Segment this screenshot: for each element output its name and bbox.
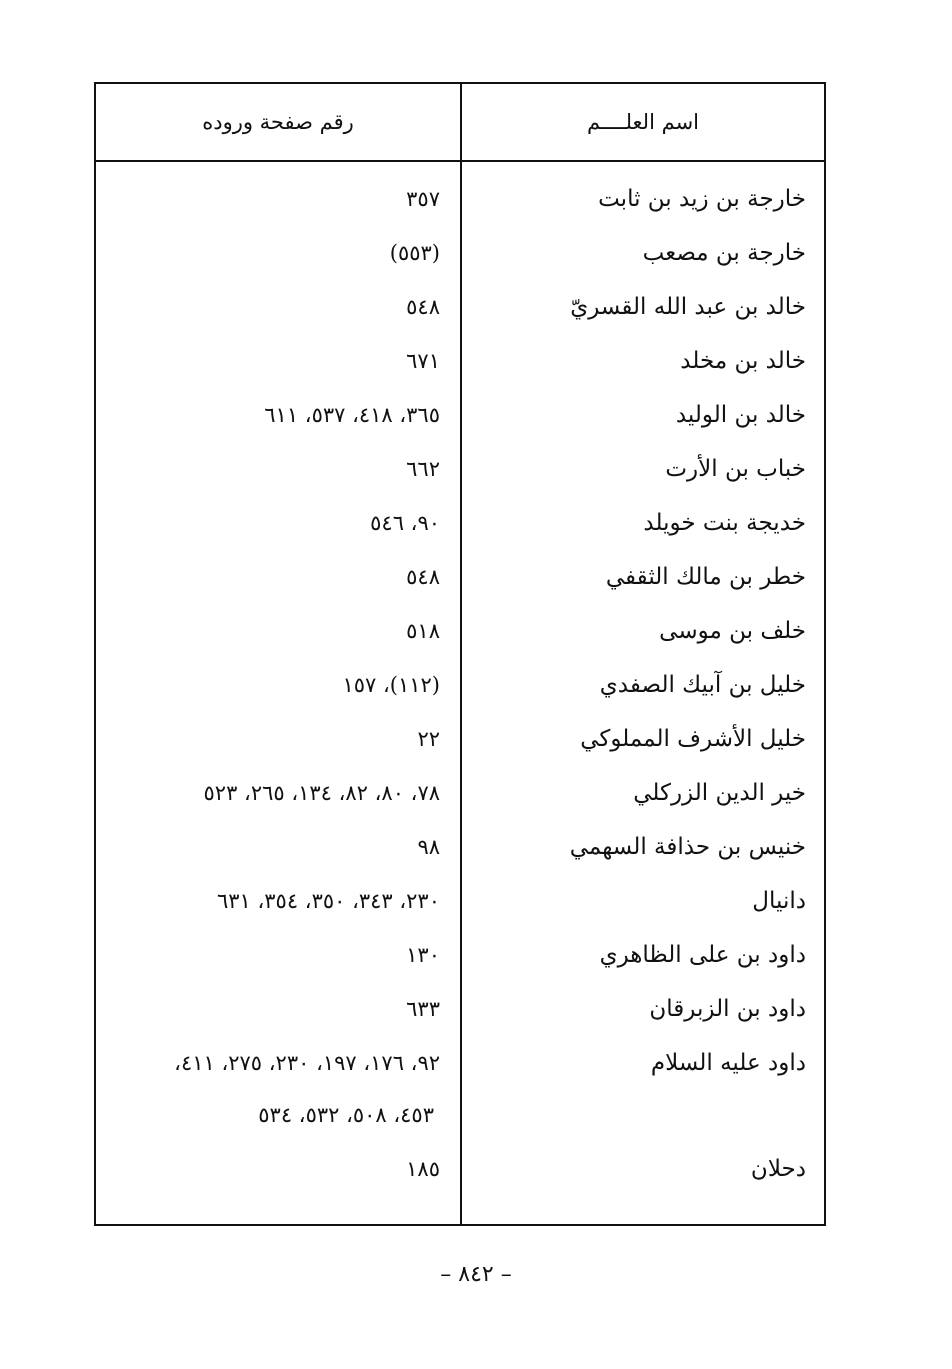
table-row bbox=[96, 496, 824, 550]
entry-name: داود بن على الظاهري bbox=[599, 942, 806, 968]
entry-pages: ٥٤٨ bbox=[406, 565, 440, 589]
table-row bbox=[96, 226, 824, 280]
entry-name: خطر بن مالك الثقفي bbox=[605, 564, 806, 590]
table-row bbox=[96, 928, 824, 982]
table-row bbox=[96, 280, 824, 334]
table-row bbox=[96, 1142, 824, 1196]
table-row bbox=[96, 874, 824, 928]
entry-pages: ٩٨ bbox=[417, 835, 440, 859]
entry-pages: ٦٧١ bbox=[406, 349, 440, 373]
page-number: – ٨٤٢ – bbox=[440, 1262, 512, 1287]
entry-pages: ٦٦٢ bbox=[406, 457, 440, 481]
table-row bbox=[96, 172, 824, 226]
entry-pages: ٣٥٧ bbox=[406, 187, 440, 211]
header-pages: رقم صفحة وروده bbox=[202, 110, 354, 134]
table-row bbox=[96, 766, 824, 820]
index-table bbox=[94, 82, 826, 1226]
header-divider bbox=[96, 160, 824, 162]
entry-pages: ٦٣٣ bbox=[406, 997, 440, 1021]
entry-pages: (٥٥٣) bbox=[389, 241, 440, 265]
entry-pages-continued: ٤٥٣، ٥٠٨، ٥٣٢، ٥٣٤ bbox=[258, 1103, 434, 1127]
entry-name: خالد بن الوليد bbox=[675, 402, 806, 428]
entry-name: خالد بن عبد الله القسريّ bbox=[570, 294, 806, 320]
entry-pages: ٥١٨ bbox=[406, 619, 440, 643]
table-row bbox=[96, 1036, 824, 1127]
entry-name: داود بن الزبرقان bbox=[649, 996, 806, 1022]
entry-pages: ١٨٥ bbox=[406, 1157, 440, 1181]
entry-name: خليل الأشرف المملوكي bbox=[580, 726, 806, 752]
entry-name: خباب بن الأرت bbox=[665, 456, 806, 482]
table-row bbox=[96, 820, 824, 874]
entry-pages: (١١٢)، ١٥٧ bbox=[342, 673, 440, 697]
header-name: اسم العلــــم bbox=[587, 110, 699, 134]
entry-name: خالد بن مخلد bbox=[680, 348, 806, 374]
entry-name: خارجة بن مصعب bbox=[642, 240, 806, 266]
entry-name: دحلان bbox=[750, 1156, 806, 1182]
entry-name: دانيال bbox=[752, 888, 806, 914]
entry-name: داود عليه السلام bbox=[650, 1050, 806, 1076]
table-row bbox=[96, 982, 824, 1036]
entry-pages: ٩٠، ٥٤٦ bbox=[370, 511, 440, 535]
table-row bbox=[96, 442, 824, 496]
entry-name: خارجة بن زيد بن ثابت bbox=[598, 186, 806, 212]
entry-name: خليل بن آبيك الصفدي bbox=[599, 672, 806, 698]
table-row bbox=[96, 550, 824, 604]
entry-pages: ٢٣٠، ٣٤٣، ٣٥٠، ٣٥٤، ٦٣١ bbox=[216, 889, 440, 913]
table-row bbox=[96, 658, 824, 712]
entry-pages: ٧٨، ٨٠، ٨٢، ١٣٤، ٢٦٥، ٥٢٣ bbox=[203, 781, 440, 805]
table-row bbox=[96, 334, 824, 388]
entry-name: خنيس بن حذافة السهمي bbox=[569, 834, 806, 860]
entry-name: خلف بن موسى bbox=[659, 618, 806, 644]
entry-name: خير الدين الزركلي bbox=[633, 780, 806, 806]
entry-pages: ٣٦٥، ٤١٨، ٥٣٧، ٦١١ bbox=[264, 403, 440, 427]
entry-pages: ٢٢ bbox=[417, 727, 440, 751]
table-row bbox=[96, 388, 824, 442]
entry-pages: ٩٢، ١٧٦، ١٩٧، ٢٣٠، ٢٧٥، ٤١١، bbox=[174, 1051, 440, 1075]
entry-name: خديجة بنت خويلد bbox=[643, 510, 806, 536]
entry-pages: ١٣٠ bbox=[406, 943, 440, 967]
table-row bbox=[96, 712, 824, 766]
table-row bbox=[96, 604, 824, 658]
entry-pages: ٥٤٨ bbox=[406, 295, 440, 319]
